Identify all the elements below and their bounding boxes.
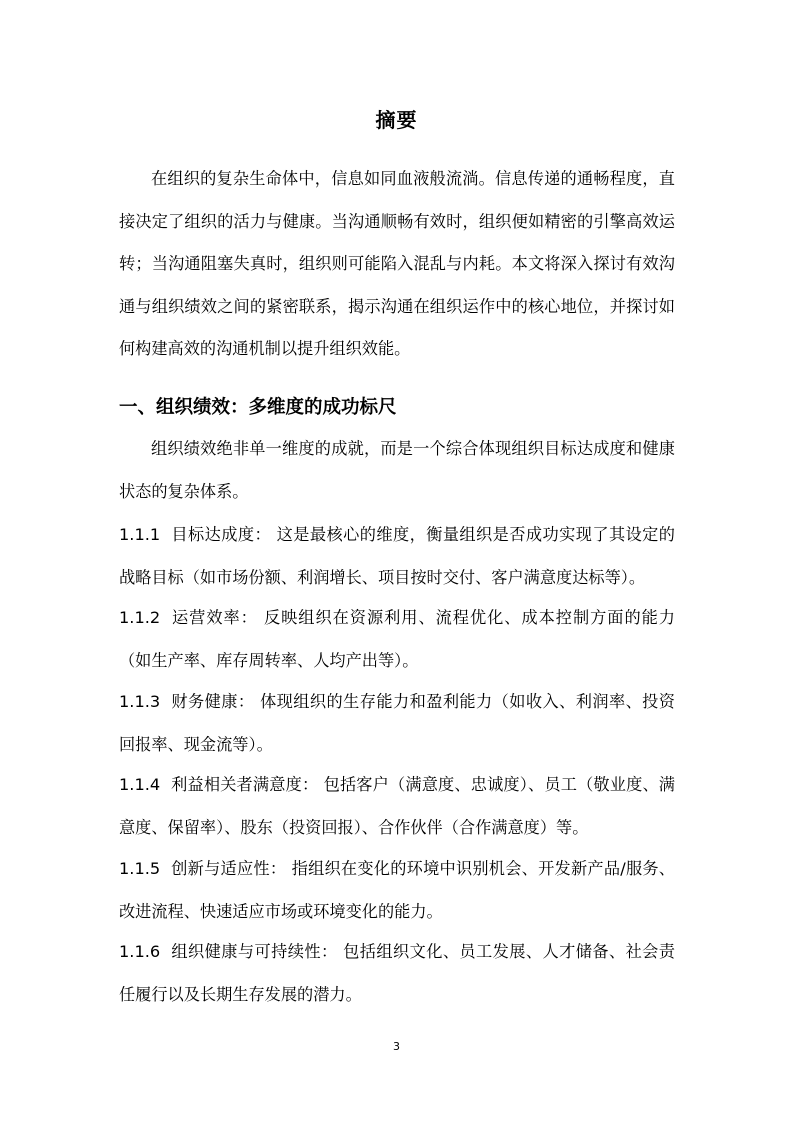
section-intro: 组织绩效绝非单一维度的成就，而是一个综合体现组织目标达成度和健康状态的复杂体系。 <box>119 439 675 501</box>
list-item <box>119 763 675 849</box>
item-text: 创新与适应性： 指组织在变化的环境中识别机会、开发新产品/服务、改进流程、快速适应市场或环境变化的能力。 <box>119 859 675 921</box>
item-number: 1.1.4 <box>119 775 161 794</box>
page-number: 3 <box>393 1040 400 1053</box>
item-text: 目标达成度： 这是最核心的维度，衡量组织是否成功实现了其设定的战略目标（如市场份额、利润增长、项目按时交付、客户满意度达标等）。 <box>119 525 675 587</box>
item-number: 1.1.5 <box>119 859 161 878</box>
item-text: 运营效率： 反映组织在资源利用、流程优化、成本控制方面的能力（如生产率、库存周转率、人均产出等）。 <box>119 608 675 670</box>
item-number: 1.1.2 <box>119 608 161 627</box>
section-heading: 一、组织绩效：多维度的成功标尺 <box>119 397 397 418</box>
list-item <box>119 596 675 682</box>
item-text: 利益相关者满意度： 包括客户（满意度、忠诚度）、员工（敬业度、满意度、保留率）、股东（投资回报）、合作伙伴（合作满意度）等。 <box>119 775 675 837</box>
item-number: 1.1.1 <box>119 525 161 544</box>
item-text: 财务健康： 体现组织的生存能力和盈利能力（如收入、利润率、投资回报率、现金流等）。 <box>119 692 675 754</box>
list-item <box>119 847 675 933</box>
list-item <box>119 680 675 766</box>
page-title: 摘要 <box>375 108 418 132</box>
item-number: 1.1.3 <box>119 692 161 711</box>
item-number: 1.1.6 <box>119 942 161 961</box>
item-text: 组织健康与可持续性： 包括组织文化、员工发展、人才储备、社会责任履行以及长期生存发展的潜力。 <box>119 942 675 1004</box>
abstract-paragraph: 在组织的复杂生命体中，信息如同血液般流淌。信息传递的通畅程度，直接决定了组织的活力与健康。当沟通顺畅有效时，组织便如精密的引擎高效运转；当沟通阻塞失真时，组织则可能陷入混乱与内耗。本文将深入探讨有效沟通与组织绩效之间的紧密联系，揭示沟通在组织运作中的核心地位，并探讨如何构建高效的沟通机制以提升组织效能。 <box>119 169 675 358</box>
list-item <box>119 930 675 1016</box>
list-item <box>119 513 675 599</box>
